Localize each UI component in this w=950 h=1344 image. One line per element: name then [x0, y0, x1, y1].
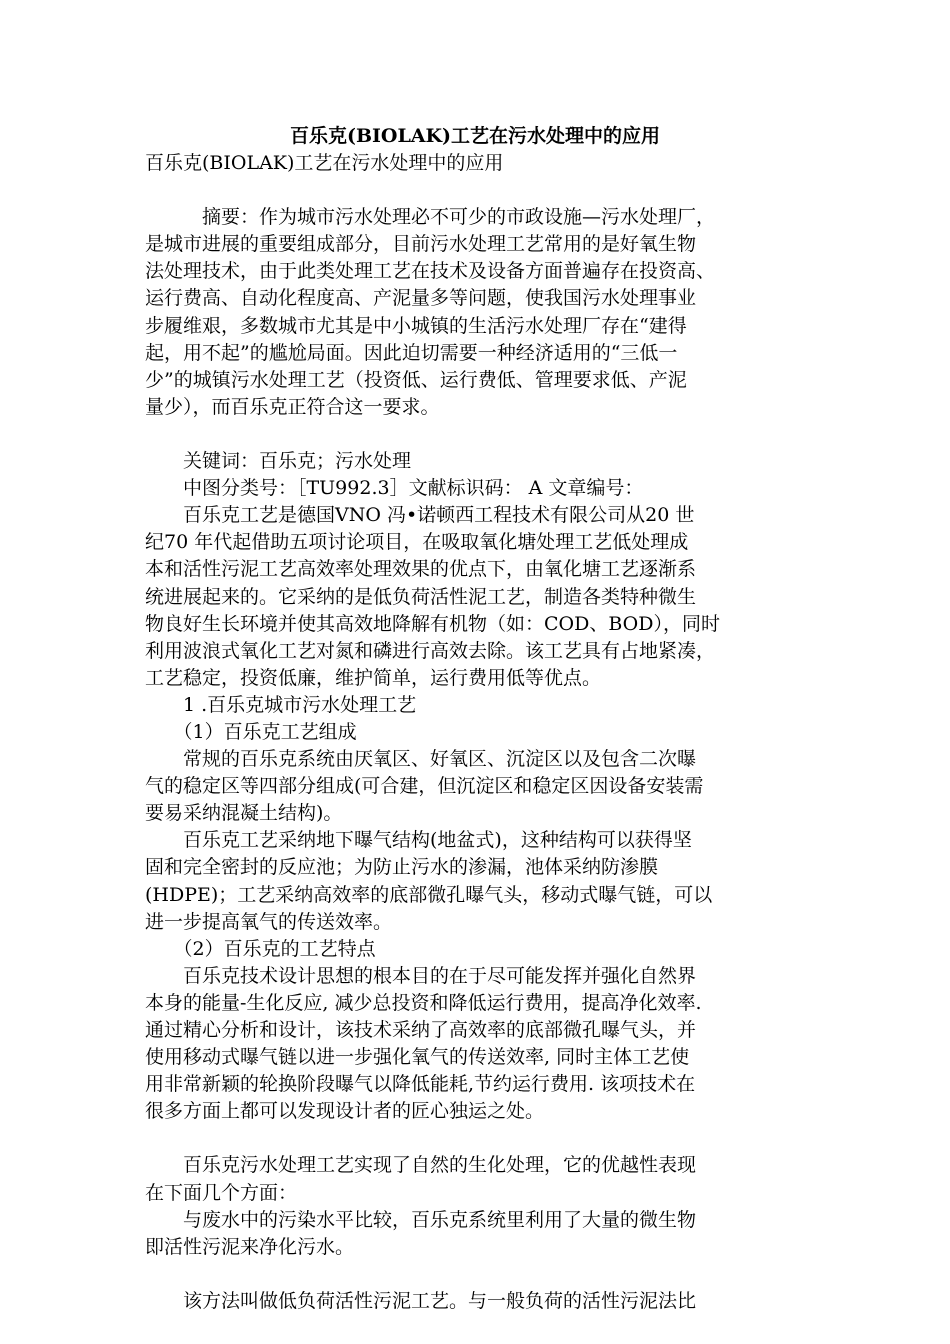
text-line: 进一步提高氧气的传送效率。: [145, 910, 393, 933]
text-line: 中图分类号：［TU992.3］文献标识码： A 文章编号：: [145, 477, 644, 500]
text-line: (HDPE)；工艺采纳高效率的底部微孔曝气头，移动式曝气链，可以: [145, 883, 713, 906]
text-line: （2）百乐克的工艺特点: [145, 937, 376, 960]
text-line: 用非常新颖的轮换阶段曝气以降低能耗,节约运行费用. 该项技术在: [145, 1073, 696, 1096]
text-line: 要易采纳混凝土结构)。: [145, 802, 343, 825]
text-line: 本身的能量-生化反应, 减少总投资和降低运行费用，提高净化效率.: [145, 991, 702, 1014]
text-line: 百乐克污水处理工艺实现了自然的生化处理，它的优越性表现: [145, 1154, 697, 1177]
text-line: 量少），而百乐克正符合这一要求。: [145, 395, 440, 418]
document-title: 百乐克(BIOLAK)工艺在污水处理中的应用: [289, 125, 661, 147]
text-line: 少”的城镇污水处理工艺（投资低、运行费低、管理要求低、产泥: [145, 368, 687, 391]
text-line: 摘要：作为城市污水处理必不可少的市政设施—污水处理厂，: [145, 206, 716, 229]
text-line: 运行费高、自动化程度高、产泥量多等问题，使我国污水处理事业: [145, 287, 697, 310]
text-line: 物良好生长环境并使其高效地降解有机物（如：COD、BOD），同时: [145, 612, 720, 635]
text-line: 纪70 年代起借助五项讨论项目，在吸取氧化塘处理工艺低处理成: [145, 531, 689, 554]
text-line: 使用移动式曝气链以进一步强化氧气的传送效率, 同时主体工艺使: [145, 1046, 690, 1069]
text-line: 百乐克(BIOLAK)工艺在污水处理中的应用: [145, 152, 504, 174]
text-line: 法处理技术，由于此类处理工艺在技术及设备方面普遍存在投资高、: [145, 260, 716, 283]
text-line: 是城市进展的重要组成部分，目前污水处理工艺常用的是好氧生物: [145, 233, 697, 256]
text-line: 本和活性污泥工艺高效率处理效果的优点下，由氧化塘工艺逐渐系: [145, 558, 697, 581]
blank-line: [145, 1125, 813, 1152]
text-line: 该方法叫做低负荷活性污泥工艺。与一般负荷的活性污泥法比: [145, 1289, 697, 1312]
text-line: 统进展起来的。它采纳的是低负荷活性泥工艺，制造各类特种微生: [145, 585, 697, 608]
text-line: 气的稳定区等四部分组成(可合建，但沉淀区和稳定区因设备安装需: [145, 775, 704, 798]
text-line: 很多方面上都可以发现设计者的匠心独运之处。: [145, 1100, 545, 1123]
blank-line: [145, 177, 813, 204]
text-line: 利用波浪式氧化工艺对氮和磷进行高效去除。该工艺具有占地紧凑，: [145, 639, 716, 662]
text-line: 工艺稳定，投资低廉，维护简单，运行费用低等优点。: [145, 666, 602, 689]
text-line: 关键词：百乐克；污水处理: [145, 450, 412, 473]
blank-line: [145, 1261, 813, 1288]
text-line: 起，用不起”的尴尬局面。因此迫切需要一种经济适用的“三低一: [145, 341, 678, 364]
text-line: 百乐克工艺采纳地下曝气结构(地盆式)，这种结构可以获得坚: [145, 829, 692, 852]
text-line: 步履维艰，多数城市尤其是中小城镇的生活污水处理厂存在“建得: [145, 314, 687, 337]
blank-line: [145, 421, 813, 448]
text-line: 即活性污泥来净化污水。: [145, 1235, 355, 1258]
text-line: 常规的百乐克系统由厌氧区、好氧区、沉淀区以及包含二次曝: [145, 748, 697, 771]
text-line: 与废水中的污染水平比较，百乐克系统里利用了大量的微生物: [145, 1208, 697, 1231]
text-line: 固和完全密封的反应池；为防止污水的渗漏，池体采纳防渗膜: [145, 856, 659, 879]
text-line: 百乐克技术设计思想的根本目的在于尽可能发挥并强化自然界: [145, 964, 697, 987]
text-line: 通过精心分析和设计，该技术采纳了高效率的底部微孔曝气头，并: [145, 1019, 697, 1041]
text-line: 在下面几个方面：: [145, 1181, 298, 1204]
text-line: 百乐克工艺是德国VNO 冯•诺顿西工程技术有限公司从20 世: [145, 504, 695, 527]
text-line: （1）百乐克工艺组成: [145, 720, 357, 743]
document-body: [145, 150, 813, 1315]
text-line: 1 .百乐克城市污水处理工艺: [145, 693, 417, 716]
